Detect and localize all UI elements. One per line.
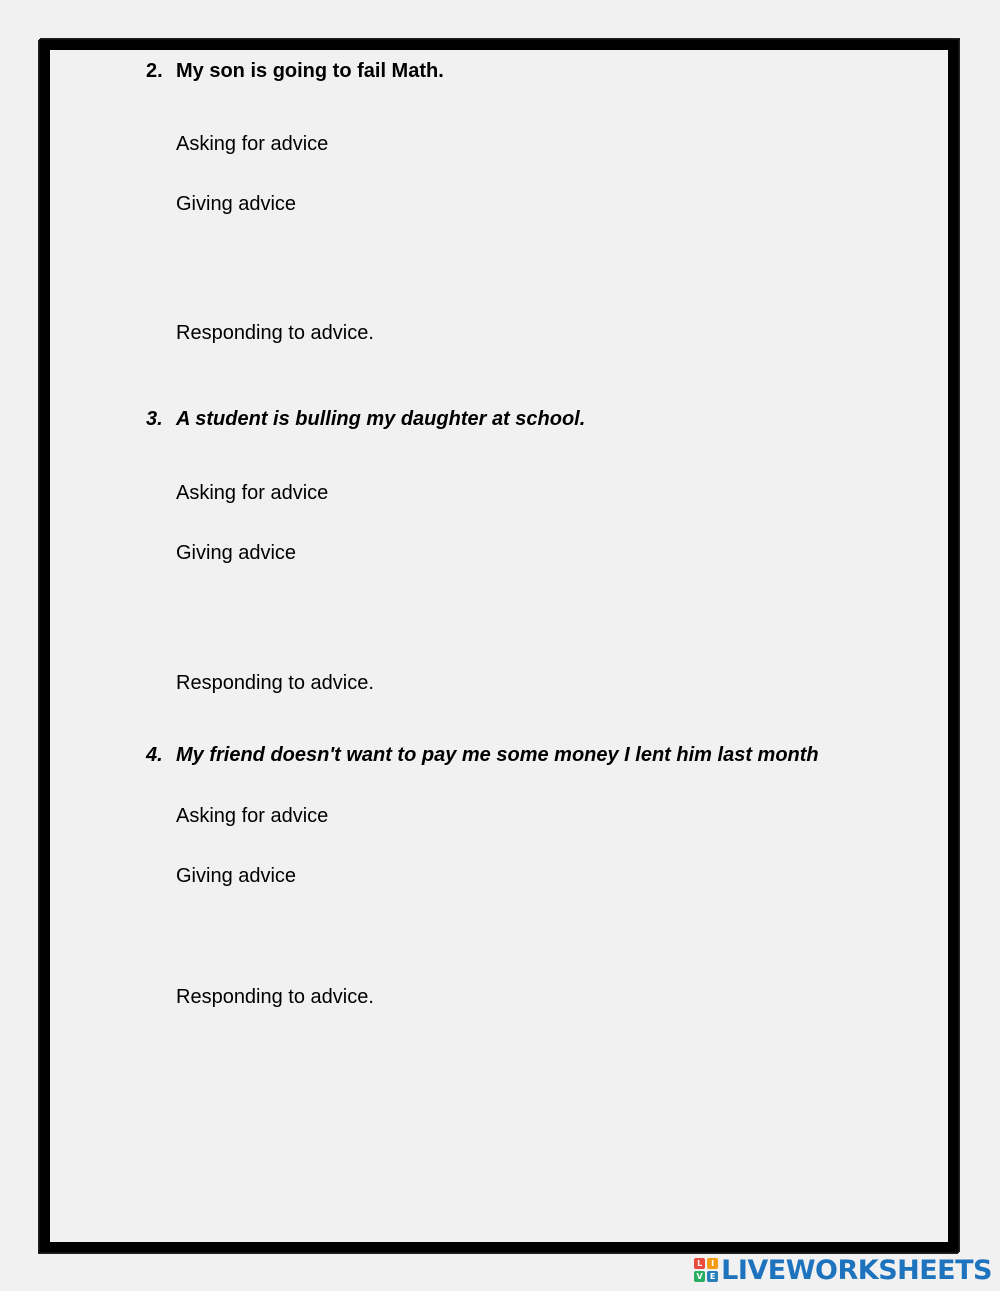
question-2-responding-label: Responding to advice. xyxy=(176,322,374,344)
badge-letter-i: I xyxy=(707,1258,718,1269)
question-4-prompt xyxy=(146,744,819,767)
question-3-number: 3. xyxy=(146,408,163,430)
badge-letter-v: V xyxy=(694,1271,705,1282)
question-2-number: 2. xyxy=(146,60,163,82)
question-2-giving-label: Giving advice xyxy=(176,193,297,215)
worksheet-frame xyxy=(40,40,958,1252)
question-4-responding-label: Responding to advice. xyxy=(176,986,374,1008)
question-2-asking-label: Asking for advice xyxy=(176,133,329,155)
question-4-asking-label: Asking for advice xyxy=(176,805,329,827)
question-2-text: My son is going to fail Math. xyxy=(176,60,444,82)
badge-letter-l: L xyxy=(694,1258,705,1269)
question-3-text: A student is bulling my daughter at school. xyxy=(176,408,586,430)
question-3-responding-label: Responding to advice. xyxy=(176,672,374,694)
question-4-number: 4. xyxy=(146,744,163,766)
question-4-text: My friend doesn't want to pay me some money I lent him last month xyxy=(176,744,819,766)
liveworksheets-logo xyxy=(694,1255,992,1285)
question-2-prompt xyxy=(146,60,444,83)
question-3-giving-label: Giving advice xyxy=(176,542,297,564)
liveworksheets-wordmark: LIVEWORKSHEETS xyxy=(721,1254,992,1286)
liveworksheets-badge-icon xyxy=(694,1258,718,1282)
question-4-giving-label: Giving advice xyxy=(176,865,297,887)
badge-letter-e: E xyxy=(707,1271,718,1282)
question-3-prompt xyxy=(146,408,585,431)
question-3-asking-label: Asking for advice xyxy=(176,482,329,504)
